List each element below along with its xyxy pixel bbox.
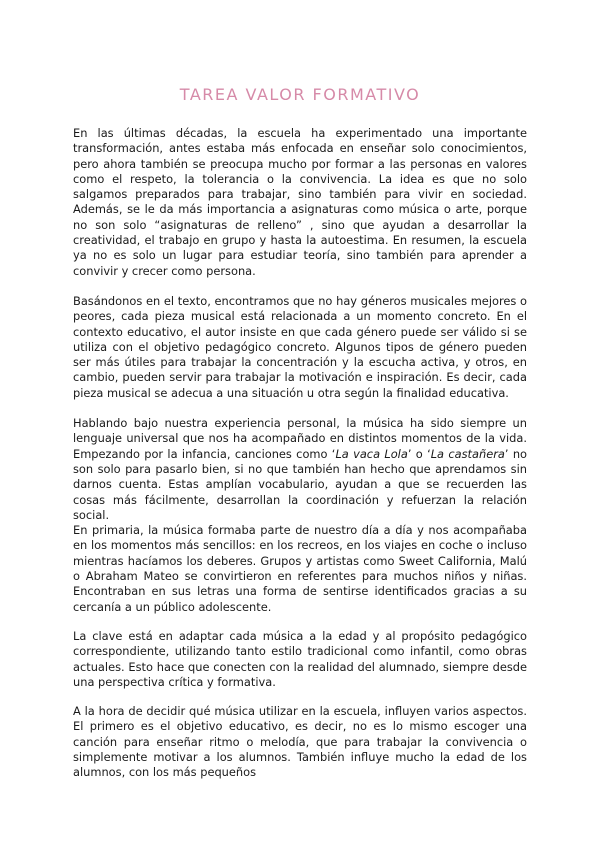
paragraph-school-transformation: En las últimas décadas, la escuela ha experimentado una importante transformación, antes estaba más enfocada en enseñar solo conocimientos, pero ahora también se preocupa mucho por formar a las personas en valores como el respeto, la tolerancia o la convivencia. La idea es que no solo salgamos preparados para trabajar, sino también para vivir en sociedad. Además, se le da más importancia a asignaturas como música o arte, porque no son solo “asignaturas de relleno” , sino que ayudan a desarrollar la creatividad, el trabajo en grupo y hasta la autoestima. En resumen, la escuela ya no es solo un lugar para estudiar teoría, sino también para aprender a convivir y crecer como persona. <box>73 126 527 278</box>
paragraph-personal-experience-text-start: Hablando bajo nuestra experiencia personal, la música ha sido siempre un lenguaje universal que nos ha acompañado en distintos momentos de la vida. Empezando por la infancia, canciones como ‘ <box>73 416 527 461</box>
song-title-la-vaca-lola: La vaca Lola <box>335 446 408 461</box>
song-title-la-castanera: La castañera <box>430 446 505 461</box>
document-body <box>73 126 527 781</box>
paragraph-adapting-music: La clave está en adaptar cada música a la edad y al propósito pedagógico correspondiente, utilizando tanto estilo tradicional como infantil, como obras actuales. Esto hace que conecten con la realidad del alumnado, siempre desde una perspectiva crítica y formativa. <box>73 628 527 689</box>
paragraph-personal-experience-text-end: ’ no son solo para pasarlo bien, si no que también han hecho que aprendamos sin darnos cuenta. Estas amplían vocabulario, ayudan a que se recuerden las cosas más fácilmente, desarrollan la coordinación y refuerzan la relación social. <box>73 446 528 522</box>
paragraph-musical-genres: Basándonos en el texto, encontramos que no hay géneros musicales mejores o peores, cada pieza musical está relacionada a un momento concreto. En el contexto educativo, el autor insiste en que cada género puede ser válido si se utiliza con el objetivo pedagógico concreto. Algunos tipos de género pueden ser más útiles para trabajar la concentración y la escucha activa, y otros, en cambio, pueden servir para trabajar la motivación e inspiración. Es decir, cada pieza musical se adecua a una situación u otra según la finalidad educativa. <box>73 293 527 400</box>
paragraph-personal-experience <box>73 416 527 523</box>
paragraph-personal-experience-text-middle: ’ o ‘ <box>407 446 431 461</box>
document-title: TAREA VALOR FORMATIVO <box>179 84 421 104</box>
paragraph-primary-school: En primaria, la música formaba parte de nuestro día a día y nos acompañaba en los momentos más sencillos: en los recreos, en los viajes en coche o incluso mientras hacíamos los deberes. Grupos y artistas como Sweet California, Malú o Abraham Mateo se convirtieron en referentes para muchos niños y niñas. Encontraban en sus letras una forma de sentirse identificados gracias a su cercanía a un público adolescente. <box>73 523 527 614</box>
paragraph-choosing-music: A la hora de decidir qué música utilizar en la escuela, influyen varios aspectos. El primero es el objetivo educativo, es decir, no es lo mismo escoger una canción para enseñar ritmo o melodía, que para trabajar la convivencia o simplemente motivar a los alumnos. También influye mucho la edad de los alumnos, con los más pequeños <box>73 704 527 780</box>
